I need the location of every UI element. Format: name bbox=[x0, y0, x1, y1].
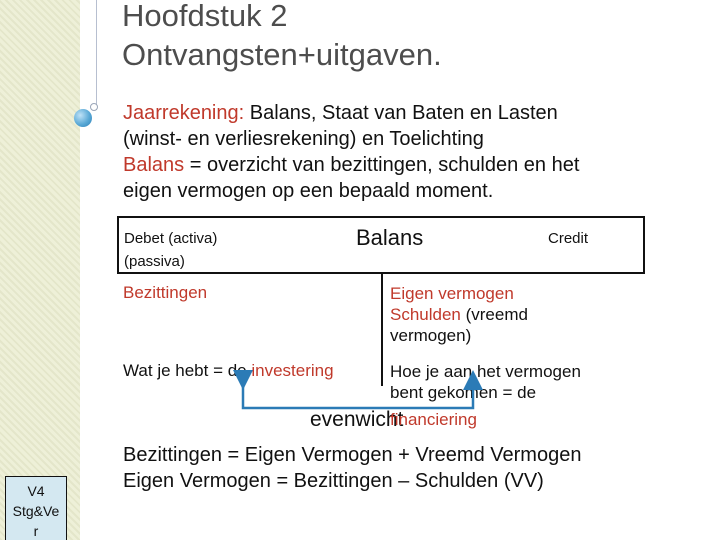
eigen-vermogen-label: Eigen vermogen bbox=[390, 284, 514, 303]
title-line-2: Ontvangsten+uitgaven. bbox=[122, 37, 442, 72]
passiva-label: (passiva) bbox=[124, 253, 185, 270]
t-account-divider bbox=[381, 274, 383, 386]
jaarrekening-text: Balans, Staat van Baten en Lasten bbox=[244, 102, 558, 124]
badge-line-1: V4 bbox=[27, 483, 45, 499]
balans-heading: Balans bbox=[356, 225, 424, 250]
intro-line-2: (winst- en verliesrekening) en Toelichting bbox=[123, 128, 484, 150]
balans-label: Balans bbox=[123, 154, 185, 176]
intro-line-4: eigen vermogen op een bepaald moment. bbox=[123, 180, 494, 202]
equation-2: Eigen Vermogen = Bezittingen – Schulden (VV) bbox=[123, 470, 544, 492]
badge-line-2: Stg&Ve bbox=[12, 503, 60, 519]
bezittingen-label: Bezittingen bbox=[123, 283, 208, 302]
hoe-line-2: bent gekomen = de bbox=[390, 383, 537, 402]
investering-label: investering bbox=[251, 361, 334, 380]
debet-label: Debet (activa) bbox=[124, 230, 218, 247]
hoe-text bbox=[390, 361, 630, 403]
equation-1: Bezittingen = Eigen Vermogen + Vreemd Vermogen bbox=[123, 444, 582, 466]
schulden-line bbox=[390, 304, 630, 325]
equations bbox=[123, 442, 581, 494]
credit-column bbox=[390, 283, 630, 346]
decor-small-circle-icon bbox=[90, 103, 98, 111]
title-line-1: Hoofdstuk 2 bbox=[122, 0, 288, 33]
decor-blue-bubble-icon bbox=[74, 109, 92, 127]
badge-line-3: r bbox=[33, 523, 39, 539]
intro-line-1 bbox=[123, 100, 703, 126]
schulden-label: Schulden bbox=[390, 305, 461, 324]
balans-definition: = overzicht van bezittingen, schulden en het bbox=[184, 154, 580, 176]
financiering-label: financiering bbox=[390, 410, 477, 429]
wat-je-hebt-text bbox=[123, 361, 334, 381]
wat-prefix: Wat je hebt = de bbox=[123, 361, 252, 380]
hoe-line-1: Hoe je aan het vermogen bbox=[390, 362, 581, 381]
schulden-note: (vreemd bbox=[460, 305, 528, 324]
slide-badge bbox=[5, 476, 67, 540]
credit-label: Credit bbox=[548, 230, 589, 247]
slide-title bbox=[122, 0, 442, 74]
intro-text bbox=[123, 100, 703, 204]
intro-line-3 bbox=[123, 152, 703, 178]
sidebar-pattern bbox=[0, 0, 80, 540]
decor-line bbox=[96, 0, 97, 110]
schulden-note-2: vermogen) bbox=[390, 326, 472, 345]
jaarrekening-label: Jaarrekening: bbox=[123, 102, 245, 124]
evenwicht-label: evenwicht bbox=[310, 408, 404, 431]
